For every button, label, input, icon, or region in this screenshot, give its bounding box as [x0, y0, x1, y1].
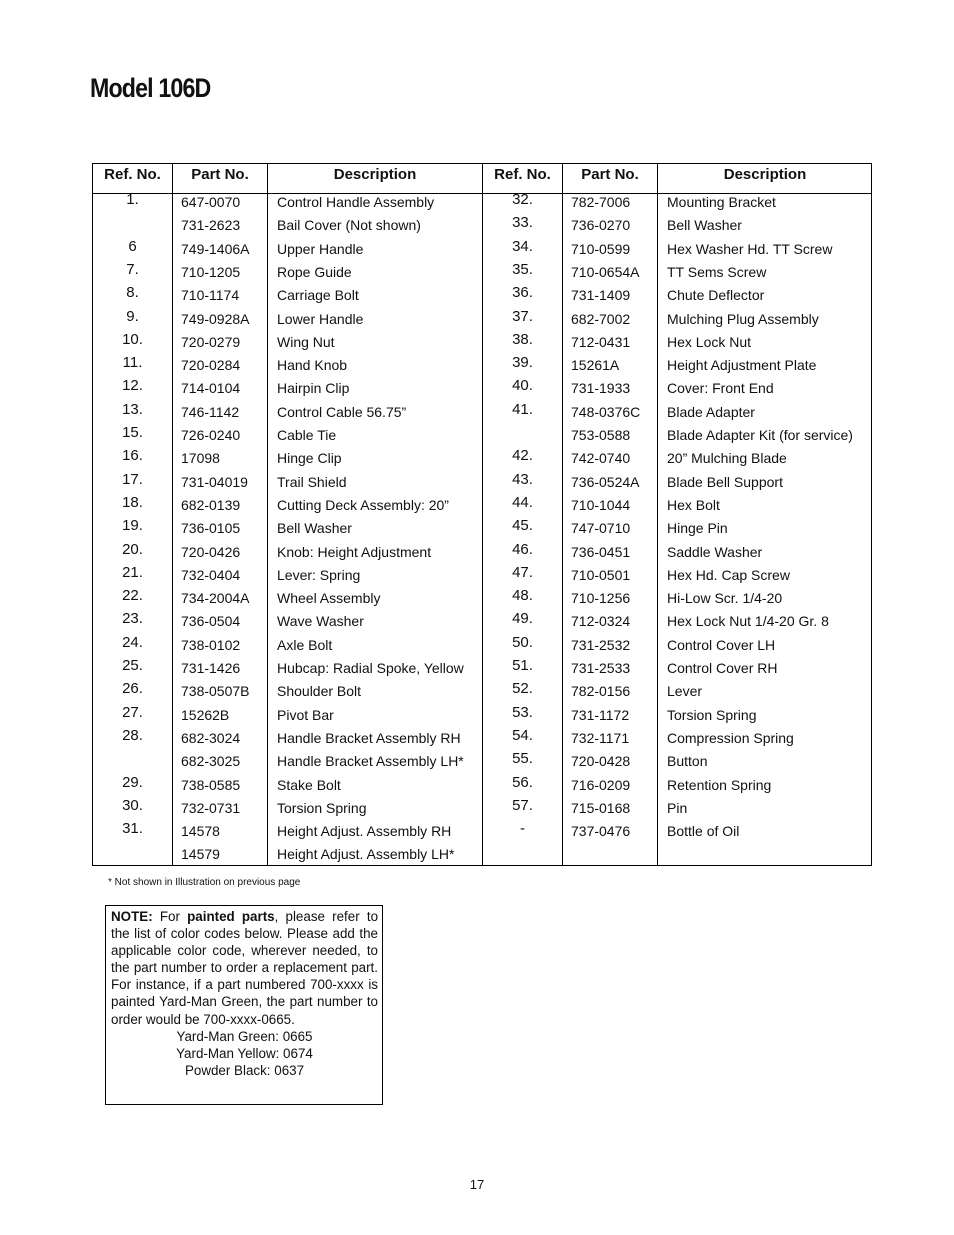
- header-part-no: Part No.: [191, 166, 249, 183]
- note-emphasis: painted parts: [187, 909, 275, 924]
- part-no-cell: 731-1933: [571, 380, 631, 397]
- part-no-cell: 782-0156: [571, 683, 631, 700]
- description-cell: Hex Lock Nut: [667, 333, 752, 350]
- ref-no-cell: 46.: [512, 540, 533, 558]
- ref-no-cell: 18.: [122, 493, 143, 511]
- page-title: Model 106D: [90, 73, 211, 103]
- table-row: [93, 680, 871, 706]
- part-no-cell: 742-0740: [571, 450, 631, 467]
- description-cell: Bell Washer: [277, 520, 352, 537]
- header-ref-no: Ref. No.: [494, 166, 551, 183]
- part-no-cell: 712-0324: [571, 613, 631, 630]
- ref-no-cell: 27.: [122, 703, 143, 721]
- ref-no-cell: 32.: [512, 191, 533, 208]
- part-no-cell: 682-0139: [181, 496, 241, 513]
- table-row: [93, 307, 871, 334]
- ref-no-cell: 10.: [122, 330, 143, 348]
- description-cell: Hinge Pin: [667, 520, 728, 537]
- header-ref-no: Ref. No.: [104, 166, 161, 183]
- description-cell: Trail Shield: [277, 473, 347, 490]
- part-no-cell: 647-0070: [181, 194, 241, 210]
- ref-no-cell: 53.: [512, 703, 533, 721]
- part-no-cell: 710-1256: [571, 590, 631, 607]
- part-no-cell: 710-0501: [571, 566, 631, 583]
- part-no-cell: 731-04019: [181, 473, 248, 490]
- part-no-cell: 720-0428: [571, 753, 631, 770]
- ref-no-cell: 23.: [122, 610, 143, 628]
- part-no-cell: 715-0168: [571, 799, 631, 816]
- ref-no-cell: 31.: [122, 820, 143, 838]
- ref-no-cell: 17.: [122, 470, 143, 488]
- ref-no-cell: 40.: [512, 377, 533, 395]
- part-no-cell: 714-0104: [181, 380, 241, 397]
- description-cell: Pin: [667, 799, 688, 816]
- description-cell: TT Sems Screw: [667, 263, 767, 280]
- table-row: [93, 750, 871, 776]
- description-cell: Handle Bracket Assembly LH*: [277, 753, 464, 770]
- page-number: 17: [469, 1177, 485, 1192]
- description-cell: Hex Washer Hd. TT Screw: [667, 240, 833, 257]
- description-cell: Hex Lock Nut 1/4-20 Gr. 8: [667, 613, 829, 630]
- table-row: [93, 237, 871, 264]
- description-cell: Axle Bolt: [277, 636, 333, 653]
- part-no-cell: 17098: [181, 450, 220, 467]
- table-row: [93, 330, 871, 357]
- table-row: [93, 773, 871, 800]
- table-row: [93, 284, 871, 310]
- part-no-cell: 738-0507B: [181, 683, 250, 700]
- part-no-cell: 682-3025: [181, 753, 241, 770]
- part-no-cell: 738-0102: [181, 636, 241, 653]
- table-row: [93, 846, 871, 869]
- description-cell: Blade Adapter Kit (for service): [667, 427, 853, 443]
- ref-no-cell: 47.: [512, 563, 533, 581]
- part-no-cell: 734-2004A: [181, 590, 250, 607]
- part-no-cell: 736-0451: [571, 543, 631, 560]
- part-no-cell: 15261A: [571, 357, 620, 374]
- table-row: [93, 377, 871, 403]
- description-cell: Control Cover RH: [667, 660, 778, 676]
- description-cell: Hand Knob: [277, 357, 348, 374]
- part-no-cell: 716-0209: [571, 776, 631, 793]
- description-cell: Lever: [667, 683, 703, 700]
- description-cell: Knob: Height Adjustment: [277, 543, 432, 560]
- ref-no-cell: 48.: [512, 587, 533, 605]
- description-cell: Mounting Bracket: [667, 194, 776, 210]
- description-cell: Control Cover LH: [667, 636, 776, 653]
- part-no-cell: 731-1409: [571, 287, 631, 304]
- description-cell: Hex Bolt: [667, 496, 720, 513]
- color-code: Powder Black: 0637: [184, 1062, 305, 1078]
- description-cell: Hinge Clip: [277, 450, 342, 467]
- table-row: [93, 191, 871, 217]
- part-no-cell: 720-0426: [181, 543, 241, 560]
- ref-no-cell: 25.: [122, 657, 143, 674]
- ref-no-cell: 28.: [122, 726, 143, 744]
- description-cell: Control Handle Assembly: [277, 194, 435, 210]
- ref-no-cell: 52.: [512, 680, 533, 698]
- ref-no-cell: 45.: [512, 517, 533, 535]
- description-cell: Button: [667, 753, 708, 770]
- note-text: [111, 908, 378, 1028]
- ref-no-cell: 56.: [512, 773, 533, 791]
- part-no-cell: 682-7002: [571, 310, 631, 327]
- description-cell: Lower Handle: [277, 310, 364, 327]
- part-no-cell: 712-0431: [571, 333, 631, 350]
- part-no-cell: 710-0654A: [571, 263, 640, 280]
- table-row: [93, 427, 871, 450]
- ref-no-cell: 54.: [512, 726, 533, 744]
- part-no-cell: 732-1171: [571, 729, 630, 746]
- ref-no-cell: 49.: [512, 610, 533, 628]
- part-no-cell: 731-2533: [571, 660, 631, 676]
- part-no-cell: 753-0588: [571, 427, 631, 443]
- description-cell: Compression Spring: [667, 729, 794, 746]
- table-row: [93, 400, 871, 427]
- description-cell: Hairpin Clip: [277, 380, 350, 397]
- part-no-cell: 710-1205: [181, 263, 241, 280]
- ref-no-cell: 57.: [512, 796, 533, 814]
- description-cell: Wheel Assembly: [277, 590, 381, 607]
- description-cell: Mulching Plug Assembly: [667, 310, 819, 327]
- part-no-cell: 732-0731: [181, 799, 241, 816]
- table-row: [93, 820, 871, 846]
- table-row: [93, 447, 871, 473]
- description-cell: Cable Tie: [277, 427, 337, 443]
- description-cell: Blade Adapter: [667, 403, 755, 420]
- part-no-cell: 731-2623: [181, 217, 241, 234]
- color-code: Yard-Man Yellow: 0674: [176, 1045, 313, 1061]
- ref-no-cell: 43.: [512, 470, 533, 488]
- ref-no-cell: 9.: [126, 307, 139, 325]
- part-no-cell: 731-1426: [181, 660, 241, 676]
- description-cell: 20” Mulching Blade: [667, 450, 787, 467]
- table-row: [93, 540, 871, 567]
- table-row: [93, 657, 871, 683]
- description-cell: Control Cable 56.75”: [277, 403, 407, 420]
- ref-no-cell: 38.: [512, 330, 533, 348]
- table-row: [93, 517, 871, 543]
- description-cell: Stake Bolt: [277, 776, 341, 793]
- description-cell: Cutting Deck Assembly: 20”: [277, 496, 449, 513]
- ref-no-cell: 29.: [122, 773, 143, 791]
- ref-no-cell: 6: [128, 237, 137, 255]
- ref-no-cell: 8.: [126, 284, 139, 302]
- ref-no-cell: 21.: [122, 563, 143, 581]
- ref-no-cell: 16.: [122, 447, 143, 465]
- part-no-cell: 746-1142: [181, 403, 240, 420]
- description-cell: Chute Deflector: [667, 287, 765, 304]
- parts-table: [92, 163, 872, 866]
- note-text-part: For: [152, 909, 188, 924]
- ref-no-cell: 20.: [122, 540, 143, 558]
- ref-no-cell: 30.: [122, 796, 143, 814]
- color-code-note: [105, 905, 383, 1105]
- ref-no-cell: 26.: [122, 680, 143, 698]
- part-no-cell: 737-0476: [571, 823, 631, 840]
- description-cell: Blade Bell Support: [667, 473, 783, 490]
- header-description: Description: [723, 166, 807, 183]
- ref-no-cell: 50.: [512, 633, 533, 651]
- part-no-cell: 682-3024: [181, 729, 241, 746]
- ref-no-cell: 44.: [512, 493, 533, 511]
- table-row: [93, 493, 871, 520]
- description-cell: Saddle Washer: [667, 543, 763, 560]
- description-cell: Bell Washer: [667, 217, 742, 234]
- table-row: [93, 563, 871, 590]
- description-cell: Hubcap: Radial Spoke, Yellow: [277, 660, 464, 676]
- table-row: [93, 470, 871, 497]
- description-cell: Lever: Spring: [277, 566, 361, 583]
- part-no-cell: 710-1044: [571, 496, 631, 513]
- table-row: [93, 587, 871, 613]
- table-row: [93, 633, 871, 660]
- part-no-cell: 738-0585: [181, 776, 241, 793]
- part-no-cell: 736-0105: [181, 520, 241, 537]
- table-row: [93, 703, 871, 730]
- part-no-cell: 731-2532: [571, 636, 631, 653]
- description-cell: Rope Guide: [277, 263, 352, 280]
- ref-no-cell: -: [520, 820, 525, 838]
- part-no-cell: 749-0928A: [181, 310, 250, 327]
- description-cell: Cover: Front End: [667, 380, 774, 397]
- part-no-cell: 736-0270: [571, 217, 631, 234]
- ref-no-cell: 37.: [512, 307, 533, 325]
- description-cell: Shoulder Bolt: [277, 683, 362, 700]
- description-cell: Bottle of Oil: [667, 823, 740, 840]
- description-cell: Handle Bracket Assembly RH: [277, 729, 461, 746]
- description-cell: Pivot Bar: [277, 706, 334, 723]
- part-no-cell: 732-0404: [181, 566, 241, 583]
- note-text-part: , please refer to the list of color codes below. Please add the applicable color code, wherever needed, to the part number to order a replacement part. For instance, if a part numbered 700-xxxx is painted Yard-Man Green, the part number to order would be 700-xxxx-0665.: [111, 909, 379, 1027]
- ref-no-cell: 19.: [122, 517, 143, 535]
- ref-no-cell: 24.: [122, 633, 143, 651]
- ref-no-cell: 22.: [122, 587, 143, 605]
- note-label: NOTE:: [111, 909, 153, 924]
- part-no-cell: 731-1172: [571, 706, 630, 723]
- description-cell: Hi-Low Scr. 1/4-20: [667, 590, 783, 607]
- part-no-cell: 726-0240: [181, 427, 241, 443]
- table-row: [93, 354, 871, 380]
- description-cell: Wing Nut: [277, 333, 335, 350]
- ref-no-cell: 15.: [122, 424, 143, 441]
- description-cell: Height Adjust. Assembly LH*: [277, 846, 455, 863]
- part-no-cell: 782-7006: [571, 194, 631, 210]
- ref-no-cell: 51.: [512, 657, 533, 674]
- description-cell: Torsion Spring: [667, 706, 757, 723]
- part-no-cell: 720-0279: [181, 333, 241, 350]
- ref-no-cell: 12.: [122, 377, 143, 395]
- part-no-cell: 747-0710: [571, 520, 631, 537]
- description-cell: Wave Washer: [277, 613, 364, 630]
- description-cell: Hex Hd. Cap Screw: [667, 566, 790, 583]
- description-cell: Upper Handle: [277, 240, 364, 257]
- part-no-cell: 736-0524A: [571, 473, 640, 490]
- part-no-cell: 710-0599: [571, 240, 631, 257]
- ref-no-cell: 7.: [126, 260, 139, 278]
- ref-no-cell: 55.: [512, 750, 533, 768]
- description-cell: Height Adjustment Plate: [667, 357, 817, 374]
- footnote: * Not shown in Illustration on previous page: [108, 877, 301, 888]
- ref-no-cell: 11.: [122, 354, 143, 372]
- ref-no-cell: 39.: [512, 354, 533, 372]
- color-code: Yard-Man Green: 0665: [176, 1028, 313, 1044]
- table-row: [93, 610, 871, 636]
- ref-no-cell: 1.: [126, 191, 139, 208]
- table-row: [93, 214, 871, 240]
- description-cell: Height Adjust. Assembly RH: [277, 823, 452, 840]
- description-cell: Carriage Bolt: [277, 287, 359, 304]
- header-description: Description: [333, 166, 417, 183]
- description-cell: Torsion Spring: [277, 799, 367, 816]
- ref-no-cell: 36.: [512, 284, 533, 302]
- table-row: [93, 796, 871, 823]
- table-row: [93, 260, 871, 287]
- part-no-cell: 710-1174: [181, 287, 240, 304]
- ref-no-cell: 35.: [512, 260, 533, 278]
- header-part-no: Part No.: [581, 166, 639, 183]
- color-code-list: [111, 1028, 378, 1079]
- table-row: [93, 726, 871, 753]
- ref-no-cell: 13.: [122, 400, 143, 418]
- description-cell: Bail Cover (Not shown): [277, 217, 421, 234]
- part-no-cell: 14579: [181, 846, 220, 863]
- part-no-cell: 748-0376C: [571, 403, 641, 420]
- ref-no-cell: 33.: [512, 214, 533, 232]
- part-no-cell: 720-0284: [181, 357, 241, 374]
- ref-no-cell: 34.: [512, 237, 533, 255]
- part-no-cell: 15262B: [181, 706, 230, 723]
- part-no-cell: 14578: [181, 823, 220, 840]
- part-no-cell: 736-0504: [181, 613, 241, 630]
- ref-no-cell: 42.: [512, 447, 533, 465]
- part-no-cell: 749-1406A: [181, 240, 250, 257]
- description-cell: Retention Spring: [667, 776, 772, 793]
- ref-no-cell: 41.: [512, 400, 533, 418]
